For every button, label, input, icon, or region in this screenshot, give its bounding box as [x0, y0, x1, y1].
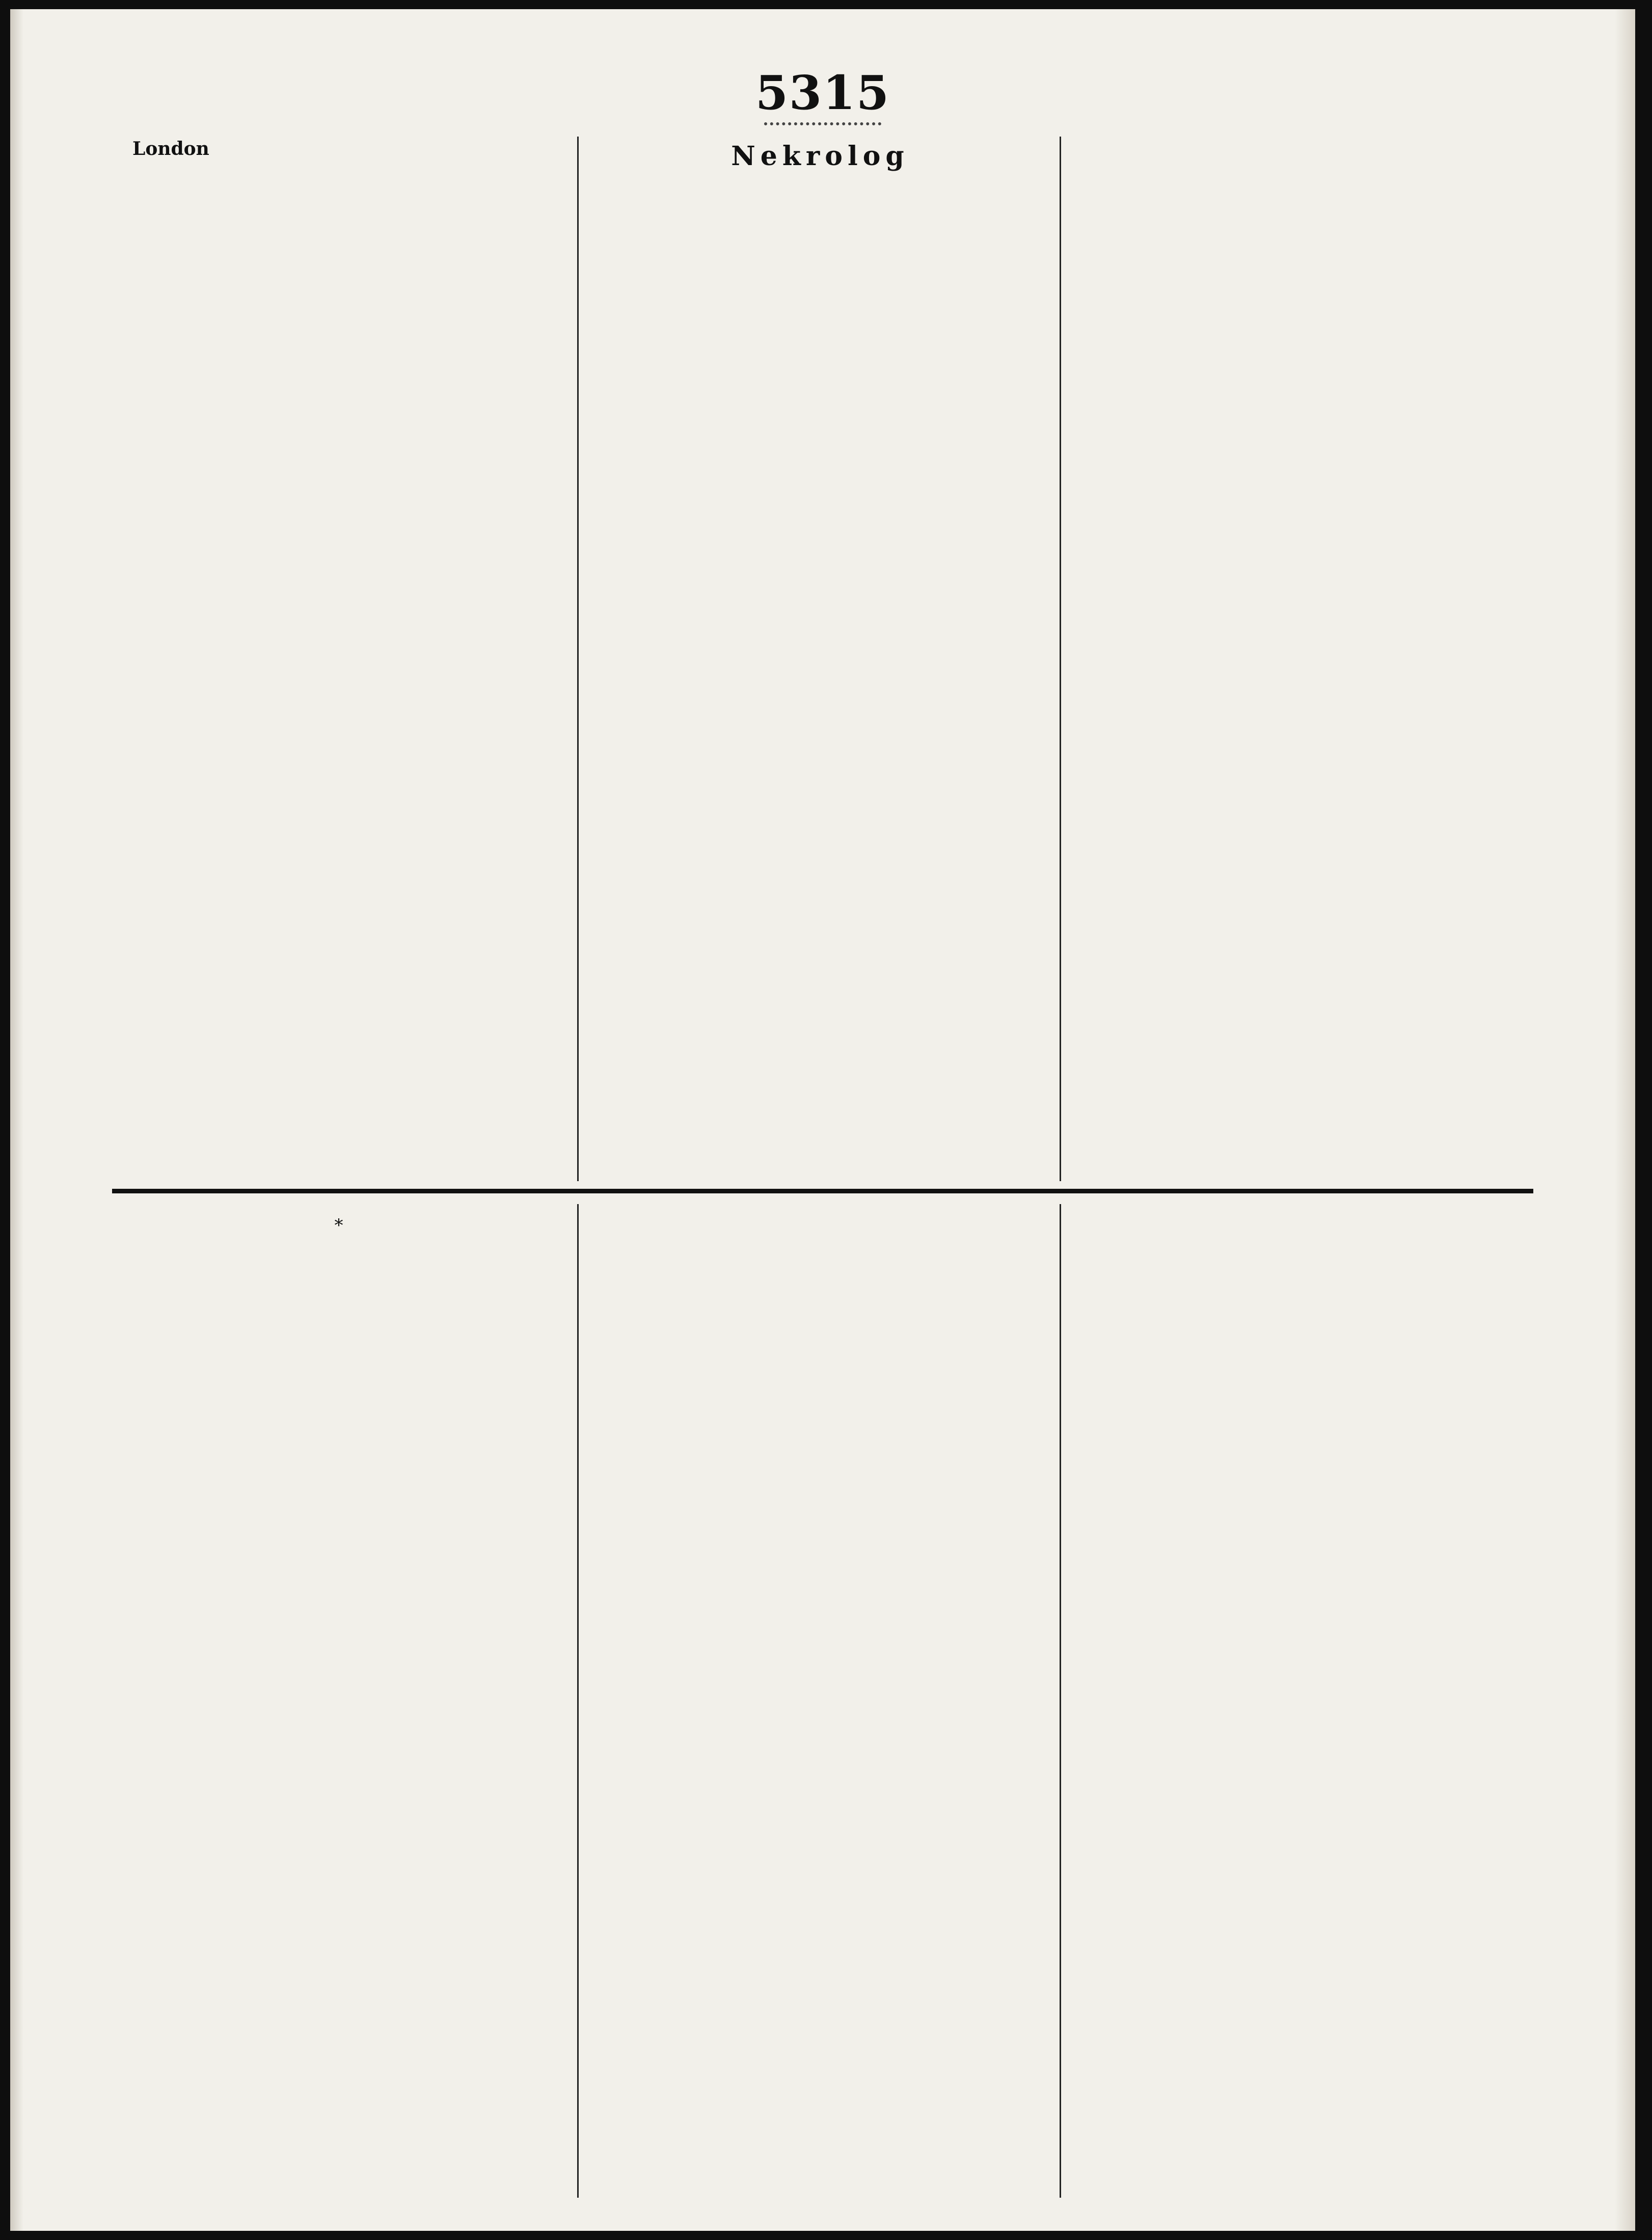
page-number: 5315	[755, 65, 890, 120]
column-divider	[577, 137, 579, 1181]
top-column-3	[1070, 137, 1523, 1181]
top-column-1	[112, 137, 565, 1181]
section-break-star: *	[334, 1215, 343, 1236]
column-divider	[1060, 1204, 1061, 2198]
column-divider	[577, 1204, 579, 2198]
page-spine-shadow	[10, 9, 23, 2231]
section-divider	[112, 1189, 1533, 1193]
page-number-flourish	[764, 122, 881, 125]
bottom-column-1	[112, 1204, 565, 2198]
dateline: London	[132, 138, 209, 159]
scan-edge	[1615, 9, 1635, 2231]
obituary-heading: Nekrolog	[731, 141, 909, 172]
newspaper-page	[10, 9, 1635, 2231]
top-column-2	[591, 137, 1049, 1181]
bottom-column-2	[591, 1204, 1049, 2198]
bottom-column-3	[1070, 1204, 1523, 2198]
column-divider	[1060, 137, 1061, 1181]
dateline-paragraph	[112, 137, 565, 162]
